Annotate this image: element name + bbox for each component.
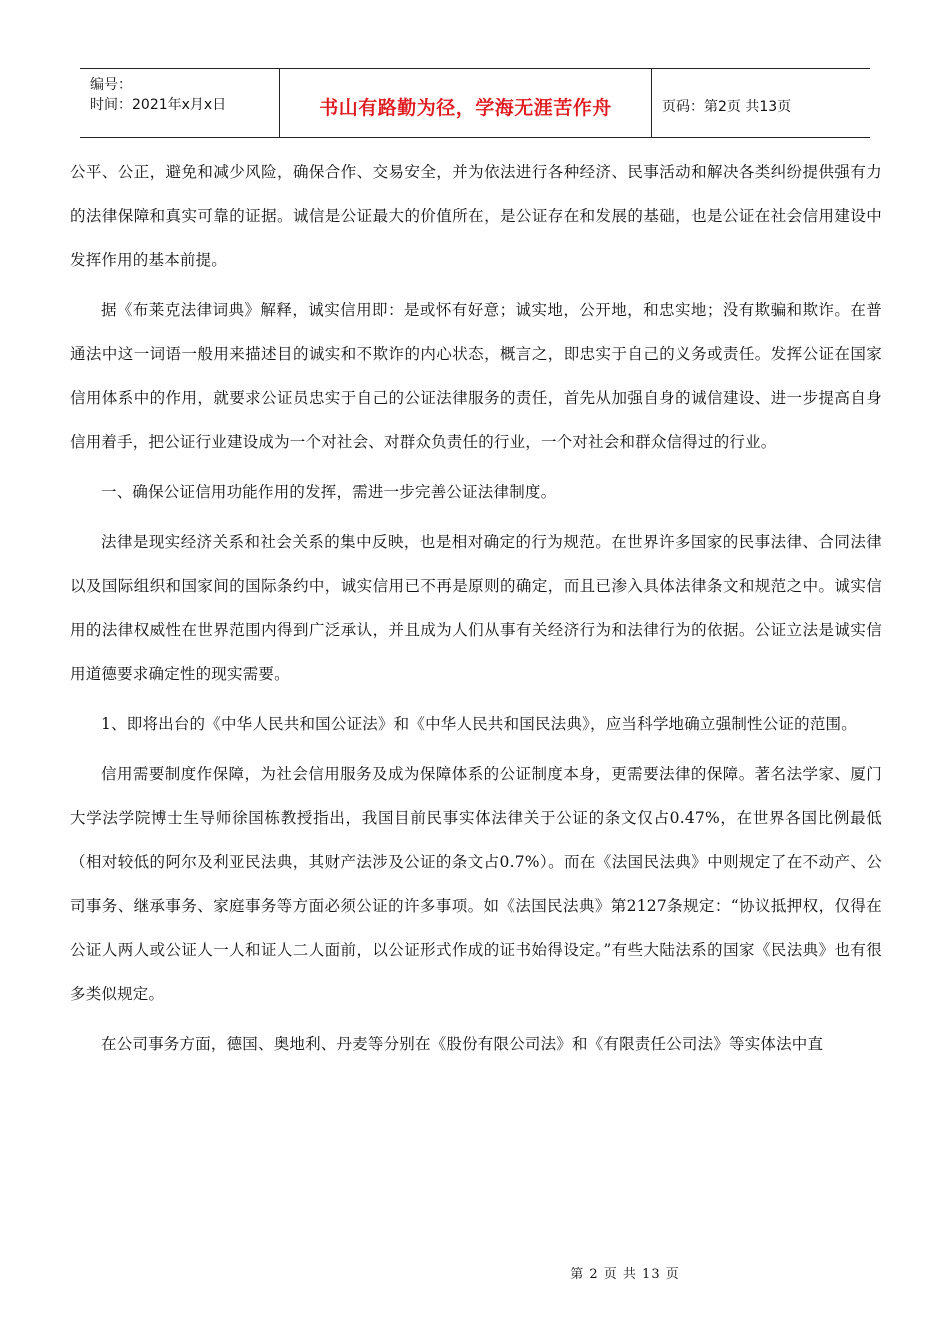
header-meta	[80, 69, 280, 137]
header-page-cell	[652, 69, 870, 137]
header-motto: 书山有路勤为径，学海无涯苦作舟	[319, 96, 612, 119]
paragraph: 在公司事务方面，德国、奥地利、丹麦等分别在《股份有限公司法》和《有限责任公司法》等实体法中直	[101, 1035, 824, 1053]
page-footer: 第 2 页 共 13 页	[570, 1267, 680, 1282]
paragraph: 法律是现实经济关系和社会关系的集中反映，也是相对确定的行为规范。在世界许多国家的民事法律、合同法律以及国际组织和国家间的国际条约中，诚实信用已不再是原则的确定，而且已渗入具体法律条文和规范之中。诚实信用的法律权威性在世界范围内得到广泛承认，并且成为人们从事有关经济行为和法律行为的依据。公证立法是诚实信用道德要求确定性的现实需要。	[70, 533, 882, 683]
header-page-number: 页码：第2页 共13页	[662, 99, 792, 115]
paragraph: 信用需要制度作保障，为社会信用服务及成为保障体系的公证制度本身，更需要法律的保障。著名法学家、厦门大学法学院博士生导师徐国栋教授指出，我国目前民事实体法律关于公证的条文仅占0.47%，在世界各国比例最低（相对较低的阿尔及利亚民法典，其财产法涉及公证的条文占0.7%）。而在《法国民法典》中则规定了在不动产、公司事务、继承事务、家庭事务等方面必须公证的许多事项。如《法国民法典》第2127条规定：“协议抵押权，仅得在公证人两人或公证人一人和证人二人面前，以公证形式作成的证书始得设定。”有些大陆法系的国家《民法典》也有很多类似规定。	[70, 765, 882, 1003]
page-header	[80, 68, 870, 138]
section-heading: 一、确保公证信用功能作用的发挥，需进一步完善公证法律制度。	[101, 483, 557, 501]
header-motto-cell	[280, 69, 652, 137]
paragraph: 据《布莱克法律词典》解释，诚实信用即：是或怀有好意；诚实地，公开地，和忠实地；没有欺骗和欺诈。在普通法中这一词语一般用来描述目的诚实和不欺诈的内心状态，概言之，即忠实于自己的义务或责任。发挥公证在国家信用体系中的作用，就要求公证员忠实于自己的公证法律服务的责任，首先从加强自身的诚信建设、进一步提高自身信用着手，把公证行业建设成为一个对社会、对群众负责任的行业，一个对社会和群众信得过的行业。	[70, 301, 882, 451]
document-body	[70, 150, 882, 1072]
paragraph: 公平、公正，避免和减少风险，确保合作、交易安全，并为依法进行各种经济、民事活动和解决各类纠纷提供强有力的法律保障和真实可靠的证据。诚信是公证最大的价值所在，是公证存在和发展的基础，也是公证在社会信用建设中发挥作用的基本前提。	[70, 163, 882, 269]
document-date-label: 时间：2021年x月x日	[90, 97, 227, 113]
document-number-label: 编号：	[90, 77, 132, 93]
subsection-heading: 1、即将出台的《中华人民共和国公证法》和《中华人民共和国民法典》，应当科学地确立强制性公证的范围。	[101, 715, 857, 733]
